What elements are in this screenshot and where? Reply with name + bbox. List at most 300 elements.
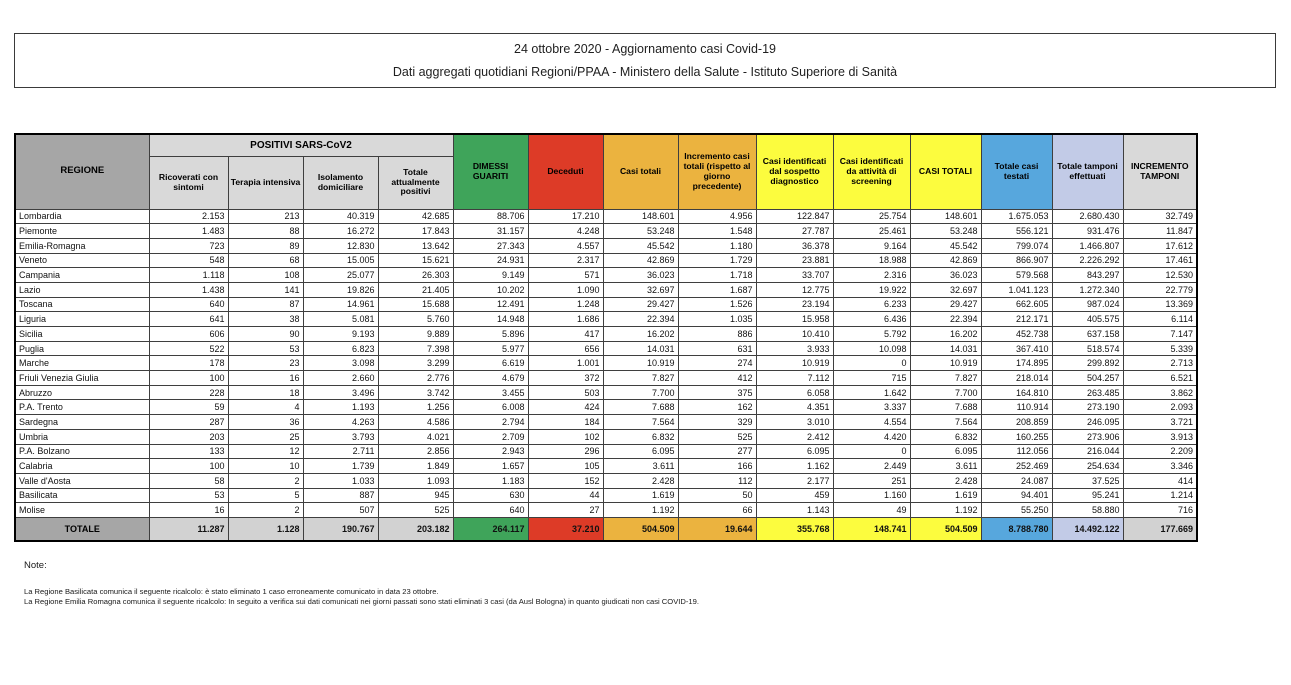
value-cell: 40.319 bbox=[303, 209, 378, 224]
value-cell: 203 bbox=[149, 429, 228, 444]
value-cell: 1.619 bbox=[603, 488, 678, 503]
value-cell: 9.149 bbox=[453, 268, 528, 283]
value-cell: 716 bbox=[1123, 503, 1197, 518]
value-cell: 3.010 bbox=[756, 415, 833, 430]
table-row bbox=[15, 297, 1197, 312]
value-cell: 4.554 bbox=[833, 415, 910, 430]
value-cell: 1.214 bbox=[1123, 488, 1197, 503]
value-cell: 640 bbox=[149, 297, 228, 312]
region-cell: P.A. Bolzano bbox=[15, 444, 149, 459]
value-cell: 6.619 bbox=[453, 356, 528, 371]
value-cell: 25.461 bbox=[833, 224, 910, 239]
covid-data-table bbox=[14, 133, 1198, 542]
value-cell: 88 bbox=[228, 224, 303, 239]
value-cell: 2.177 bbox=[756, 473, 833, 488]
value-cell: 21.405 bbox=[378, 282, 453, 297]
value-cell: 7.688 bbox=[910, 400, 981, 415]
value-cell: 503 bbox=[528, 385, 603, 400]
value-cell: 3.098 bbox=[303, 356, 378, 371]
total-value-cell: 504.509 bbox=[603, 517, 678, 541]
value-cell: 53 bbox=[228, 341, 303, 356]
value-cell: 15.621 bbox=[378, 253, 453, 268]
value-cell: 2.316 bbox=[833, 268, 910, 283]
note-line: La Regione Basilicata comunica il seguente ricalcolo: è stato eliminato 1 caso erroneamente comunicato in data 23 ottobre. bbox=[24, 587, 439, 596]
value-cell: 12 bbox=[228, 444, 303, 459]
header-deceduti: Deceduti bbox=[528, 134, 603, 209]
value-cell: 4.956 bbox=[678, 209, 756, 224]
value-cell: 29.427 bbox=[603, 297, 678, 312]
value-cell: 110.914 bbox=[981, 400, 1052, 415]
value-cell: 32.749 bbox=[1123, 209, 1197, 224]
value-cell: 987.024 bbox=[1052, 297, 1123, 312]
header-casi-testati: Totale casi testati bbox=[981, 134, 1052, 209]
value-cell: 522 bbox=[149, 341, 228, 356]
value-cell: 23.194 bbox=[756, 297, 833, 312]
value-cell: 1.466.807 bbox=[1052, 238, 1123, 253]
value-cell: 1.090 bbox=[528, 282, 603, 297]
table-row bbox=[15, 429, 1197, 444]
value-cell: 1.183 bbox=[453, 473, 528, 488]
value-cell: 14.031 bbox=[910, 341, 981, 356]
value-cell: 160.255 bbox=[981, 429, 1052, 444]
covid-table-container bbox=[14, 133, 1198, 542]
value-cell: 66 bbox=[678, 503, 756, 518]
total-value-cell: 11.287 bbox=[149, 517, 228, 541]
notes-heading: Note: bbox=[24, 560, 47, 571]
region-cell: Puglia bbox=[15, 341, 149, 356]
value-cell: 15.688 bbox=[378, 297, 453, 312]
value-cell: 90 bbox=[228, 327, 303, 342]
region-cell: Abruzzo bbox=[15, 385, 149, 400]
region-cell: Campania bbox=[15, 268, 149, 283]
header-terapia-intensiva: Terapia intensiva bbox=[228, 156, 303, 209]
value-cell: 36.023 bbox=[603, 268, 678, 283]
value-cell: 3.742 bbox=[378, 385, 453, 400]
value-cell: 102 bbox=[528, 429, 603, 444]
value-cell: 6.823 bbox=[303, 341, 378, 356]
value-cell: 5.760 bbox=[378, 312, 453, 327]
region-cell: Basilicata bbox=[15, 488, 149, 503]
value-cell: 417 bbox=[528, 327, 603, 342]
value-cell: 452.738 bbox=[981, 327, 1052, 342]
total-value-cell: 203.182 bbox=[378, 517, 453, 541]
total-value-cell: 355.768 bbox=[756, 517, 833, 541]
value-cell: 424 bbox=[528, 400, 603, 415]
value-cell: 17.461 bbox=[1123, 253, 1197, 268]
value-cell: 100 bbox=[149, 371, 228, 386]
value-cell: 375 bbox=[678, 385, 756, 400]
value-cell: 2.794 bbox=[453, 415, 528, 430]
value-cell: 518.574 bbox=[1052, 341, 1123, 356]
value-cell: 571 bbox=[528, 268, 603, 283]
value-cell: 507 bbox=[303, 503, 378, 518]
value-cell: 12.491 bbox=[453, 297, 528, 312]
value-cell: 5.792 bbox=[833, 327, 910, 342]
value-cell: 246.095 bbox=[1052, 415, 1123, 430]
value-cell: 2 bbox=[228, 503, 303, 518]
value-cell: 0 bbox=[833, 356, 910, 371]
value-cell: 887 bbox=[303, 488, 378, 503]
value-cell: 45.542 bbox=[910, 238, 981, 253]
value-cell: 25 bbox=[228, 429, 303, 444]
table-row bbox=[15, 371, 1197, 386]
report-date-title: 24 ottobre 2020 - Aggiornamento casi Covid-19 bbox=[514, 42, 776, 57]
value-cell: 1.033 bbox=[303, 473, 378, 488]
value-cell: 13.642 bbox=[378, 238, 453, 253]
value-cell: 16 bbox=[228, 371, 303, 386]
value-cell: 184 bbox=[528, 415, 603, 430]
region-cell: Lombardia bbox=[15, 209, 149, 224]
value-cell: 2.226.292 bbox=[1052, 253, 1123, 268]
value-cell: 263.485 bbox=[1052, 385, 1123, 400]
value-cell: 7.700 bbox=[603, 385, 678, 400]
table-row bbox=[15, 209, 1197, 224]
table-row bbox=[15, 282, 1197, 297]
value-cell: 105 bbox=[528, 459, 603, 474]
value-cell: 228 bbox=[149, 385, 228, 400]
value-cell: 18 bbox=[228, 385, 303, 400]
region-cell: Friuli Venezia Giulia bbox=[15, 371, 149, 386]
value-cell: 14.961 bbox=[303, 297, 378, 312]
region-cell: Piemonte bbox=[15, 224, 149, 239]
header-casi-totali-caps: CASI TOTALI bbox=[910, 134, 981, 209]
value-cell: 4.557 bbox=[528, 238, 603, 253]
value-cell: 10.202 bbox=[453, 282, 528, 297]
value-cell: 3.933 bbox=[756, 341, 833, 356]
value-cell: 178 bbox=[149, 356, 228, 371]
value-cell: 2.680.430 bbox=[1052, 209, 1123, 224]
value-cell: 2.711 bbox=[303, 444, 378, 459]
value-cell: 7.398 bbox=[378, 341, 453, 356]
value-cell: 548 bbox=[149, 253, 228, 268]
value-cell: 9.164 bbox=[833, 238, 910, 253]
value-cell: 1.272.340 bbox=[1052, 282, 1123, 297]
value-cell: 213 bbox=[228, 209, 303, 224]
value-cell: 12.530 bbox=[1123, 268, 1197, 283]
value-cell: 1.093 bbox=[378, 473, 453, 488]
value-cell: 1.526 bbox=[678, 297, 756, 312]
value-cell: 2.776 bbox=[378, 371, 453, 386]
value-cell: 122.847 bbox=[756, 209, 833, 224]
note-line: La Regione Emilia Romagna comunica il seguente ricalcolo: In seguito a verifica sui dati comunicati nei giorni passati sono stati eliminati 3 casi (da Ausl Bologna) in quanto giudicati non casi COVID-19. bbox=[24, 597, 699, 606]
value-cell: 2.709 bbox=[453, 429, 528, 444]
value-cell: 630 bbox=[453, 488, 528, 503]
value-cell: 6.008 bbox=[453, 400, 528, 415]
value-cell: 412 bbox=[678, 371, 756, 386]
value-cell: 4.021 bbox=[378, 429, 453, 444]
report-subtitle: Dati aggregati quotidiani Regioni/PPAA - Ministero della Salute - Istituto Superiore di Sanità bbox=[392, 64, 898, 79]
value-cell: 1.118 bbox=[149, 268, 228, 283]
total-value-cell: 37.210 bbox=[528, 517, 603, 541]
total-value-cell: 148.741 bbox=[833, 517, 910, 541]
value-cell: 58 bbox=[149, 473, 228, 488]
value-cell: 29.427 bbox=[910, 297, 981, 312]
value-cell: 10.919 bbox=[603, 356, 678, 371]
value-cell: 1.248 bbox=[528, 297, 603, 312]
value-cell: 87 bbox=[228, 297, 303, 312]
value-cell: 2.317 bbox=[528, 253, 603, 268]
value-cell: 10.098 bbox=[833, 341, 910, 356]
value-cell: 1.041.123 bbox=[981, 282, 1052, 297]
value-cell: 19.826 bbox=[303, 282, 378, 297]
table-body bbox=[15, 209, 1197, 517]
value-cell: 16.202 bbox=[910, 327, 981, 342]
region-cell: Marche bbox=[15, 356, 149, 371]
value-cell: 2 bbox=[228, 473, 303, 488]
value-cell: 405.575 bbox=[1052, 312, 1123, 327]
value-cell: 10.919 bbox=[910, 356, 981, 371]
value-cell: 148.601 bbox=[603, 209, 678, 224]
value-cell: 25.754 bbox=[833, 209, 910, 224]
value-cell: 504.257 bbox=[1052, 371, 1123, 386]
value-cell: 42.869 bbox=[910, 253, 981, 268]
value-cell: 662.605 bbox=[981, 297, 1052, 312]
value-cell: 22.779 bbox=[1123, 282, 1197, 297]
value-cell: 24.087 bbox=[981, 473, 1052, 488]
region-cell: Sardegna bbox=[15, 415, 149, 430]
total-value-cell: 8.788.780 bbox=[981, 517, 1052, 541]
value-cell: 22.394 bbox=[910, 312, 981, 327]
table-row bbox=[15, 341, 1197, 356]
value-cell: 15.005 bbox=[303, 253, 378, 268]
table-row bbox=[15, 268, 1197, 283]
value-cell: 3.346 bbox=[1123, 459, 1197, 474]
value-cell: 5 bbox=[228, 488, 303, 503]
total-row bbox=[15, 517, 1197, 541]
value-cell: 3.496 bbox=[303, 385, 378, 400]
value-cell: 3.913 bbox=[1123, 429, 1197, 444]
header-casi-totali: Casi totali bbox=[603, 134, 678, 209]
value-cell: 53.248 bbox=[603, 224, 678, 239]
value-cell: 12.775 bbox=[756, 282, 833, 297]
value-cell: 556.121 bbox=[981, 224, 1052, 239]
value-cell: 18.988 bbox=[833, 253, 910, 268]
header-regione: REGIONE bbox=[15, 134, 149, 209]
value-cell: 1.548 bbox=[678, 224, 756, 239]
value-cell: 3.862 bbox=[1123, 385, 1197, 400]
value-cell: 2.713 bbox=[1123, 356, 1197, 371]
value-cell: 5.339 bbox=[1123, 341, 1197, 356]
value-cell: 31.157 bbox=[453, 224, 528, 239]
value-cell: 2.428 bbox=[910, 473, 981, 488]
value-cell: 23.881 bbox=[756, 253, 833, 268]
value-cell: 5.896 bbox=[453, 327, 528, 342]
value-cell: 6.832 bbox=[910, 429, 981, 444]
value-cell: 14.031 bbox=[603, 341, 678, 356]
value-cell: 1.686 bbox=[528, 312, 603, 327]
region-cell: Calabria bbox=[15, 459, 149, 474]
value-cell: 7.147 bbox=[1123, 327, 1197, 342]
region-cell: Sicilia bbox=[15, 327, 149, 342]
value-cell: 32.697 bbox=[603, 282, 678, 297]
value-cell: 0 bbox=[833, 444, 910, 459]
value-cell: 16 bbox=[149, 503, 228, 518]
value-cell: 367.410 bbox=[981, 341, 1052, 356]
value-cell: 10.919 bbox=[756, 356, 833, 371]
value-cell: 7.827 bbox=[603, 371, 678, 386]
value-cell: 606 bbox=[149, 327, 228, 342]
value-cell: 637.158 bbox=[1052, 327, 1123, 342]
header-totale-positivi: Totale attualmente positivi bbox=[378, 156, 453, 209]
value-cell: 133 bbox=[149, 444, 228, 459]
value-cell: 631 bbox=[678, 341, 756, 356]
value-cell: 3.337 bbox=[833, 400, 910, 415]
value-cell: 33.707 bbox=[756, 268, 833, 283]
value-cell: 95.241 bbox=[1052, 488, 1123, 503]
value-cell: 2.412 bbox=[756, 429, 833, 444]
value-cell: 88.706 bbox=[453, 209, 528, 224]
table-row bbox=[15, 356, 1197, 371]
value-cell: 22.394 bbox=[603, 312, 678, 327]
value-cell: 7.564 bbox=[910, 415, 981, 430]
table-row bbox=[15, 488, 1197, 503]
value-cell: 4.248 bbox=[528, 224, 603, 239]
value-cell: 12.830 bbox=[303, 238, 378, 253]
value-cell: 640 bbox=[453, 503, 528, 518]
value-cell: 212.171 bbox=[981, 312, 1052, 327]
value-cell: 17.843 bbox=[378, 224, 453, 239]
value-cell: 5.977 bbox=[453, 341, 528, 356]
value-cell: 208.859 bbox=[981, 415, 1052, 430]
value-cell: 1.849 bbox=[378, 459, 453, 474]
value-cell: 1.001 bbox=[528, 356, 603, 371]
value-cell: 5.081 bbox=[303, 312, 378, 327]
value-cell: 1.162 bbox=[756, 459, 833, 474]
value-cell: 27 bbox=[528, 503, 603, 518]
value-cell: 112.056 bbox=[981, 444, 1052, 459]
value-cell: 10.410 bbox=[756, 327, 833, 342]
value-cell: 2.153 bbox=[149, 209, 228, 224]
value-cell: 2.209 bbox=[1123, 444, 1197, 459]
value-cell: 1.160 bbox=[833, 488, 910, 503]
value-cell: 2.449 bbox=[833, 459, 910, 474]
table-row bbox=[15, 385, 1197, 400]
value-cell: 1.192 bbox=[603, 503, 678, 518]
value-cell: 6.058 bbox=[756, 385, 833, 400]
value-cell: 4.420 bbox=[833, 429, 910, 444]
region-cell: Lazio bbox=[15, 282, 149, 297]
notes-section bbox=[24, 560, 1264, 607]
value-cell: 9.889 bbox=[378, 327, 453, 342]
value-cell: 3.793 bbox=[303, 429, 378, 444]
value-cell: 1.438 bbox=[149, 282, 228, 297]
value-cell: 44 bbox=[528, 488, 603, 503]
value-cell: 36 bbox=[228, 415, 303, 430]
value-cell: 36.378 bbox=[756, 238, 833, 253]
value-cell: 6.095 bbox=[756, 444, 833, 459]
value-cell: 1.642 bbox=[833, 385, 910, 400]
value-cell: 112 bbox=[678, 473, 756, 488]
region-cell: Valle d'Aosta bbox=[15, 473, 149, 488]
value-cell: 49 bbox=[833, 503, 910, 518]
value-cell: 7.700 bbox=[910, 385, 981, 400]
value-cell: 299.892 bbox=[1052, 356, 1123, 371]
value-cell: 25.077 bbox=[303, 268, 378, 283]
value-cell: 152 bbox=[528, 473, 603, 488]
value-cell: 42.685 bbox=[378, 209, 453, 224]
value-cell: 89 bbox=[228, 238, 303, 253]
value-cell: 13.369 bbox=[1123, 297, 1197, 312]
region-cell: Veneto bbox=[15, 253, 149, 268]
table-row bbox=[15, 415, 1197, 430]
value-cell: 27.787 bbox=[756, 224, 833, 239]
value-cell: 3.611 bbox=[910, 459, 981, 474]
total-value-cell: 190.767 bbox=[303, 517, 378, 541]
value-cell: 100 bbox=[149, 459, 228, 474]
header-tamponi-effettuati: Totale tamponi effettuati bbox=[1052, 134, 1123, 209]
region-cell: Liguria bbox=[15, 312, 149, 327]
value-cell: 16.202 bbox=[603, 327, 678, 342]
value-cell: 218.014 bbox=[981, 371, 1052, 386]
value-cell: 3.455 bbox=[453, 385, 528, 400]
value-cell: 2.428 bbox=[603, 473, 678, 488]
title-box bbox=[14, 33, 1276, 88]
value-cell: 3.611 bbox=[603, 459, 678, 474]
value-cell: 1.718 bbox=[678, 268, 756, 283]
value-cell: 2.856 bbox=[378, 444, 453, 459]
value-cell: 108 bbox=[228, 268, 303, 283]
region-cell: P.A. Trento bbox=[15, 400, 149, 415]
value-cell: 24.931 bbox=[453, 253, 528, 268]
value-cell: 1.739 bbox=[303, 459, 378, 474]
value-cell: 579.568 bbox=[981, 268, 1052, 283]
value-cell: 254.634 bbox=[1052, 459, 1123, 474]
value-cell: 7.688 bbox=[603, 400, 678, 415]
value-cell: 372 bbox=[528, 371, 603, 386]
value-cell: 27.343 bbox=[453, 238, 528, 253]
value-cell: 55.250 bbox=[981, 503, 1052, 518]
value-cell: 11.847 bbox=[1123, 224, 1197, 239]
value-cell: 723 bbox=[149, 238, 228, 253]
value-cell: 6.095 bbox=[603, 444, 678, 459]
value-cell: 59 bbox=[149, 400, 228, 415]
header-dimessi-guariti: DIMESSI GUARITI bbox=[453, 134, 528, 209]
value-cell: 277 bbox=[678, 444, 756, 459]
value-cell: 641 bbox=[149, 312, 228, 327]
value-cell: 17.612 bbox=[1123, 238, 1197, 253]
value-cell: 19.922 bbox=[833, 282, 910, 297]
value-cell: 715 bbox=[833, 371, 910, 386]
value-cell: 251 bbox=[833, 473, 910, 488]
header-isolamento: Isolamento domiciliare bbox=[303, 156, 378, 209]
value-cell: 32.697 bbox=[910, 282, 981, 297]
value-cell: 141 bbox=[228, 282, 303, 297]
header-sospetto-diagnostico: Casi identificati dal sospetto diagnostico bbox=[756, 134, 833, 209]
value-cell: 866.907 bbox=[981, 253, 1052, 268]
value-cell: 1.256 bbox=[378, 400, 453, 415]
value-cell: 6.832 bbox=[603, 429, 678, 444]
value-cell: 525 bbox=[378, 503, 453, 518]
value-cell: 1.657 bbox=[453, 459, 528, 474]
table-row bbox=[15, 312, 1197, 327]
value-cell: 4.263 bbox=[303, 415, 378, 430]
header-incremento-casi: Incremento casi totali (rispetto al giorno precedente) bbox=[678, 134, 756, 209]
region-cell: Toscana bbox=[15, 297, 149, 312]
value-cell: 53.248 bbox=[910, 224, 981, 239]
region-cell: Emilia-Romagna bbox=[15, 238, 149, 253]
value-cell: 4 bbox=[228, 400, 303, 415]
value-cell: 1.193 bbox=[303, 400, 378, 415]
value-cell: 1.192 bbox=[910, 503, 981, 518]
value-cell: 296 bbox=[528, 444, 603, 459]
value-cell: 4.351 bbox=[756, 400, 833, 415]
value-cell: 273.190 bbox=[1052, 400, 1123, 415]
value-cell: 1.035 bbox=[678, 312, 756, 327]
value-cell: 6.436 bbox=[833, 312, 910, 327]
value-cell: 58.880 bbox=[1052, 503, 1123, 518]
value-cell: 10 bbox=[228, 459, 303, 474]
total-value-cell: 177.669 bbox=[1123, 517, 1197, 541]
